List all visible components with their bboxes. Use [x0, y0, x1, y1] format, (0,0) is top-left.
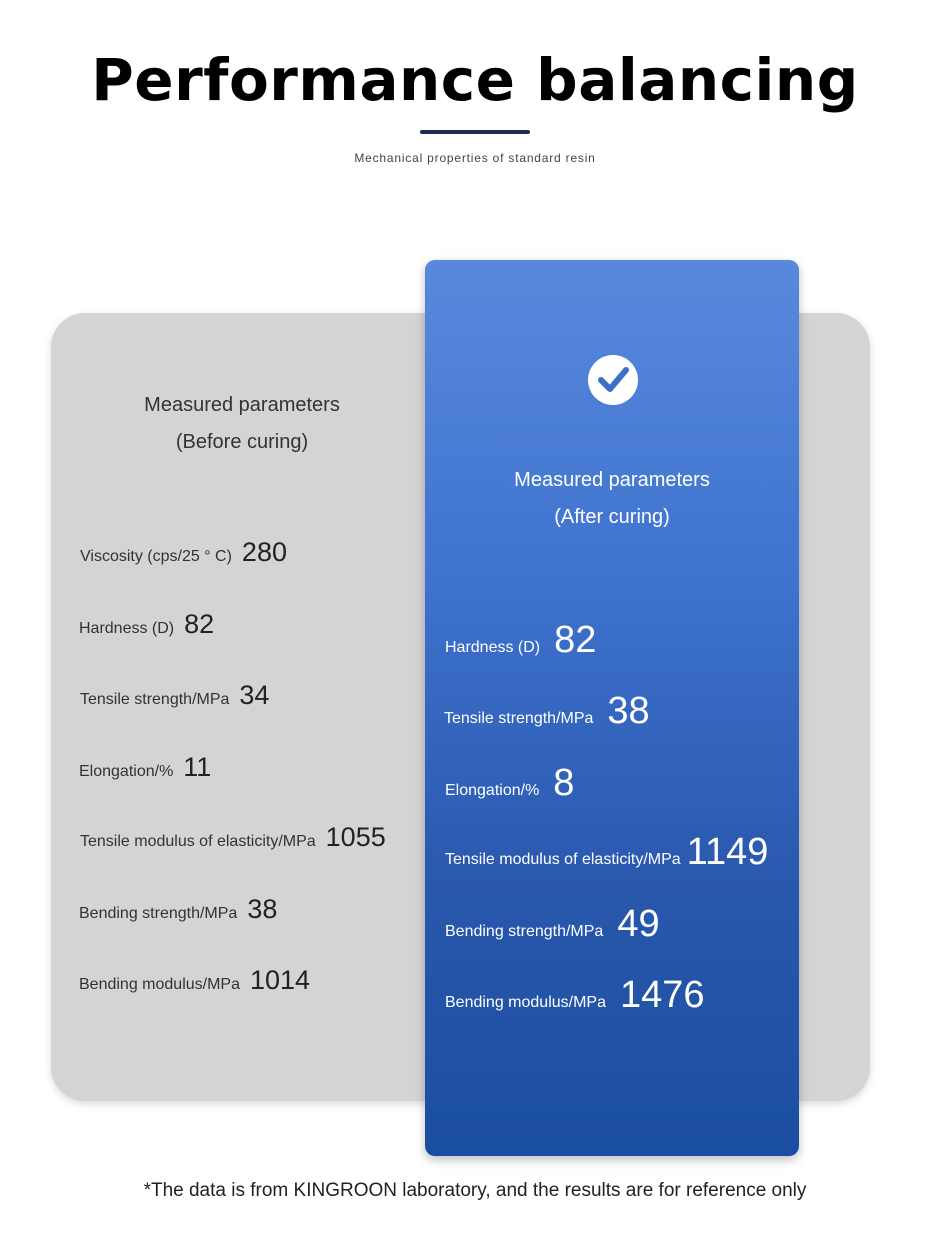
param-value: 38 — [247, 894, 278, 924]
before-row-bending-modulus — [79, 965, 310, 996]
param-label: Bending modulus/MPa — [79, 976, 240, 993]
after-row-tensile-modulus — [445, 831, 768, 874]
before-row-tensile-strength — [80, 680, 269, 711]
param-value: 1014 — [249, 965, 311, 995]
param-label: Bending strength/MPa — [79, 905, 238, 922]
before-heading-line2: (Before curing) — [175, 431, 309, 453]
after-row-elongation — [445, 762, 574, 805]
after-row-bending-modulus — [445, 974, 705, 1017]
param-value: 8 — [553, 762, 575, 804]
param-value: 280 — [241, 537, 287, 567]
before-row-hardness — [79, 609, 214, 640]
after-row-hardness — [445, 619, 596, 662]
param-label: Tensile modulus of elasticity/MPa — [445, 851, 681, 868]
param-label: Hardness (D) — [445, 639, 541, 656]
param-label: Tensile strength/MPa — [444, 710, 594, 727]
param-label: Tensile strength/MPa — [80, 691, 230, 708]
param-value: 34 — [239, 680, 270, 710]
param-label: Elongation/% — [445, 782, 540, 799]
footnote: *The data is from KINGROON laboratory, and the results are for reference only — [143, 1180, 807, 1201]
after-row-bending-strength — [445, 903, 660, 946]
before-row-elongation — [79, 752, 211, 783]
param-value: 82 — [184, 609, 215, 639]
param-value: 1476 — [619, 974, 705, 1016]
after-heading-line1: Measured parameters — [514, 469, 710, 491]
param-label: Bending strength/MPa — [445, 923, 604, 940]
before-heading-line1: Measured parameters — [144, 394, 340, 416]
title-underline — [420, 130, 530, 134]
page-title: Performance balancing — [91, 46, 859, 114]
param-value: 11 — [183, 752, 212, 782]
param-value: 82 — [554, 619, 597, 661]
param-value: 49 — [617, 903, 660, 945]
after-heading-line2: (After curing) — [554, 506, 670, 528]
param-label: Bending modulus/MPa — [445, 994, 606, 1011]
param-value: 38 — [607, 690, 650, 732]
after-row-tensile-strength — [444, 690, 650, 733]
param-label: Elongation/% — [79, 763, 174, 780]
param-label: Tensile modulus of elasticity/MPa — [80, 833, 316, 850]
before-row-bending-strength — [79, 894, 277, 925]
param-label: Hardness (D) — [79, 620, 175, 637]
param-value: 1149 — [686, 831, 769, 873]
param-value: 1055 — [325, 822, 386, 852]
page-subtitle: Mechanical properties of standard resin — [354, 151, 596, 165]
before-curing-heading — [51, 387, 433, 461]
check-circle-icon — [588, 355, 638, 405]
after-curing-heading — [425, 462, 799, 536]
before-row-viscosity — [80, 537, 287, 568]
param-label: Viscosity (cps/25 ° C) — [80, 548, 232, 565]
before-row-tensile-modulus — [80, 822, 386, 853]
